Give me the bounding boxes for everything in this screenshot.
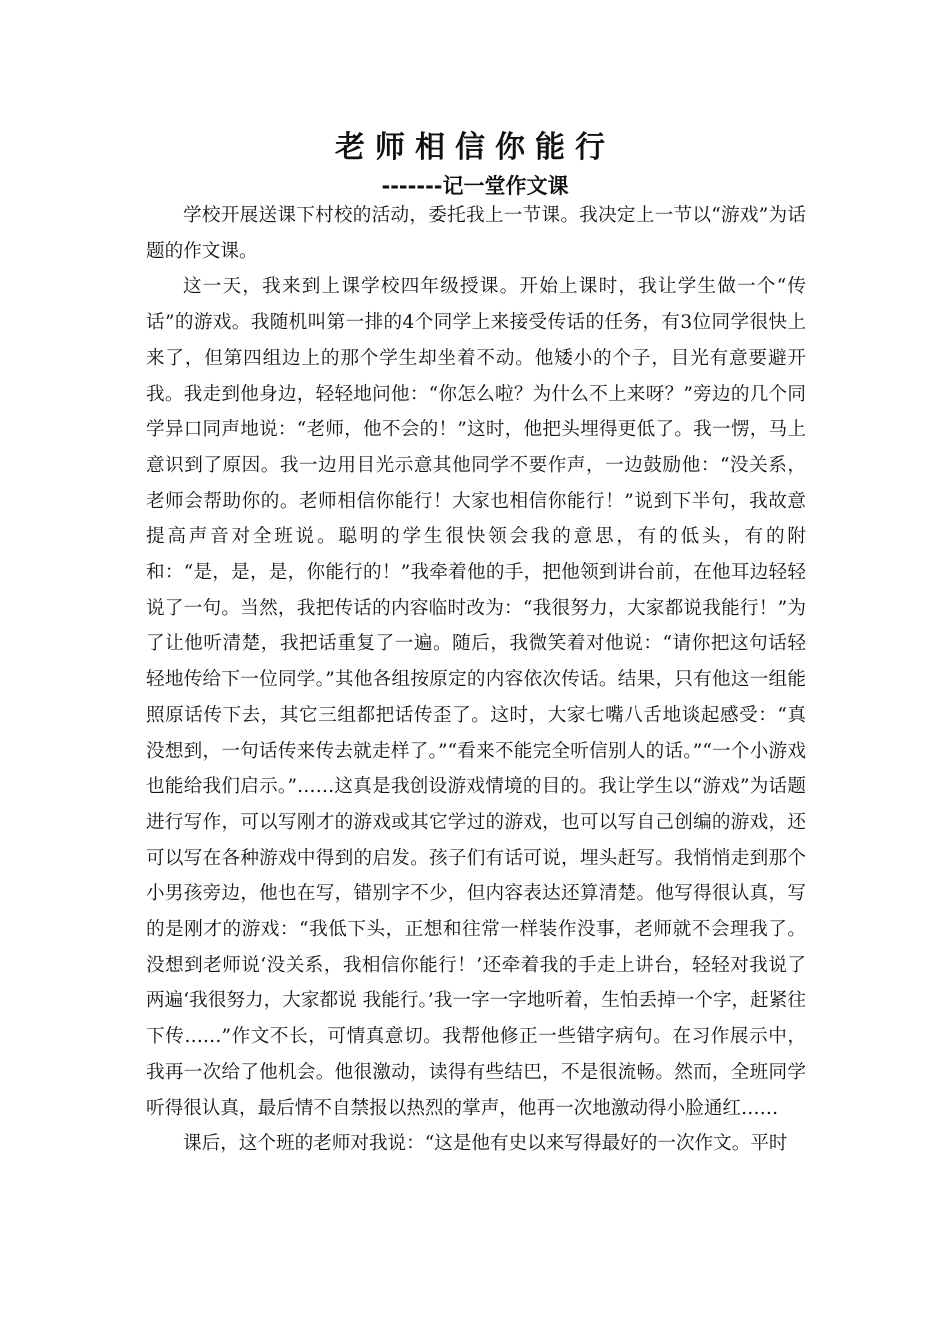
- document-subtitle: -------记一堂作文课: [381, 174, 569, 198]
- document-body: [146, 198, 806, 1162]
- paragraph-3: 课后，这个班的老师对我说：“这是他有史以来写得最好的一次作文。平时: [183, 1133, 788, 1155]
- paragraph-2: 这一天，我来到上课学校四年级授课。开始上课时，我让学生做一个“传话”的游戏。我随机叫第一排的4个同学上来接受传话的任务，有3位同学很快上来了，但第四组边上的那个学生却坐着不动。他矮小的个子，目光有意要避开我。我走到他身边，轻轻地问他：“你怎么啦？为什么不上来呀？”旁边的几个同学异口同声地说：“老师，他不会的！”这时，他把头埋得更低了。我一愣，马上意识到了原因。我一边用目光示意其他同学不要作声，一边鼓励他：“没关系，老师会帮助你的。老师相信你能行！大家也相信你能行！”说到下半句，我故意提高声音对全班说。聪明的学生很快领会我的意思，有的低头，有的附和：“是，是，是，你能行的！”我牵着他的手，把他领到讲台前，在他耳边轻轻说了一句。当然，我把传话的内容临时改为：“我很努力，大家都说我能行！”为了让他听清楚，我把话重复了一遍。随后，我微笑着对他说：“请你把这句话轻轻地传给下一位同学。”其他各组按原定的内容依次传话。结果，只有他这一组能照原话传下去，其它三组都把话传歪了。这时，大家七嘴八舌地谈起感受：“真没想到，一句话传来传去就走样了。”“看来不能完全听信别人的话。”“一个小游戏也能给我们启示。”……这真是我创设游戏情境的目的。我让学生以“游戏”为话题进行写作，可以写刚才的游戏或其它学过的游戏，也可以写自己创编的游戏，还可以写在各种游戏中得到的启发。孩子们有话可说，埋头赶写。我悄悄走到那个小男孩旁边，他也在写，错别字不少，但内容表达还算清楚。他写得很认真，写的是刚才的游戏：“我低下头，正想和往常一样装作没事，老师就不会理我了。没想到老师说‘没关系，我相信你能行！’还牵着我的手走上讲台，轻轻对我说了两遍‘我很努力，大家都说 我能行。’我一字一字地听着，生怕丢掉一个字，赶紧往下传……”作文不长，可情真意切。我帮他修正一些错字病句。在习作展示中，我再一次给了他机会。他很激动，读得有些结巴，不是很流畅。然而，全班同学听得很认真，最后情不自禁报以热烈的掌声，他再一次地激动得小脸通红……: [146, 276, 806, 1119]
- paragraph-1: 学校开展送课下村校的活动，委托我上一节课。我决定上一节以“游戏”为话题的作文课。: [146, 205, 806, 262]
- document-title: 老师相信你能行: [335, 130, 615, 165]
